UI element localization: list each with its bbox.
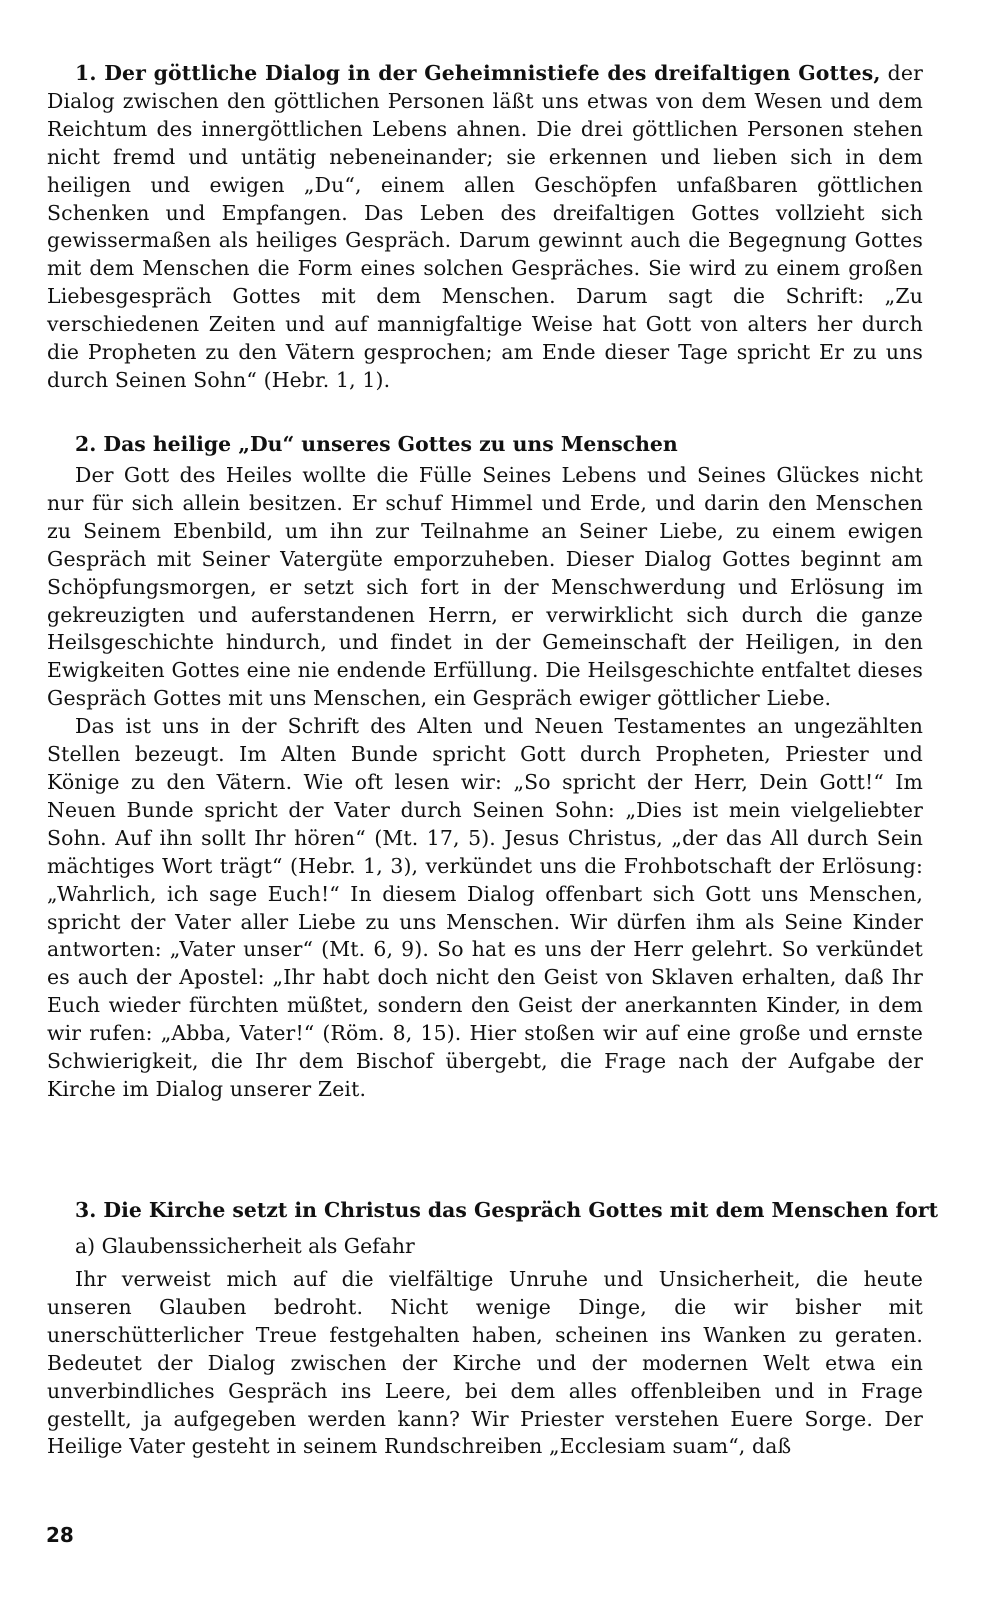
section-2-heading: 2. Das heilige „Du“ unseres Gottes zu uns Menschen bbox=[75, 432, 678, 456]
section-3-subheading: a) Glaubenssicherheit als Gefahr bbox=[75, 1234, 415, 1258]
section-1 bbox=[47, 60, 923, 395]
section-2-paragraph-2: Das ist uns in der Schrift des Alten und Neuen Testamentes an ungezählten Stellen bezeugt. Im Alten Bunde spricht Gott durch Propheten, Priester und Könige zu den Vätern. Wie oft lesen wir: „So spricht der Herr, Dein Gott!“ Im Neuen Bunde spricht der Vater durch Seinen Sohn: „Dies ist mein vielgeliebter Sohn. Auf ihn sollt Ihr hören“ (Mt. 17, 5). Jesus Christus, „der das All durch Sein mächtiges Wort trägt“ (Hebr. 1, 3), verkündet uns die Frohbotschaft der Erlösung: „Wahrlich, ich sage Euch!“ In diesem Dialog offenbart sich Gott uns Menschen, spricht der Vater aller Liebe zu uns Menschen. Wir dürfen ihm als Seine Kinder antworten: „Vater unser“ (Mt. 6, 9). So hat es uns der Herr gelehrt. So verkündet es auch der Apostel: „Ihr habt doch nicht den Geist von Sklaven erhalten, daß Ihr Euch wieder fürchten müßtet, sondern den Geist der anerkannten Kinder, in dem wir rufen: „Abba, Vater!“ (Röm. 8, 15). Hier stoßen wir auf eine große und ernste Schwierigkeit, die Ihr dem Bischof übergebt, die Frage nach der Aufgabe der Kirche im Dialog unserer Zeit. bbox=[47, 714, 923, 1101]
page-number: 28 bbox=[46, 1523, 74, 1547]
section-2-paragraph-1: Der Gott des Heiles wollte die Fülle Seines Lebens und Seines Glückes nicht nur für sich allein besitzen. Er schuf Himmel und Erde, und darin den Menschen zu Seinem Ebenbild, um ihn zur Teilnahme an Seiner Liebe, zu einem ewigen Gespräch mit Seiner Vatergüte emporzuheben. Dieser Dialog Gottes beginnt am Schöpfungsmorgen, er setzt sich fort in der Menschwerdung und Erlösung im gekreuzigten und auferstandenen Herrn, er verwirklicht sich durch die ganze Heilsgeschichte hindurch, und findet in der Gemeinschaft der Heiligen, in den Ewigkeiten Gottes eine nie endende Erfüllung. Die Heilsgeschichte entfaltet dieses Gespräch Gottes mit uns Menschen, ein Gespräch ewiger göttlicher Liebe. bbox=[47, 463, 923, 711]
section-1-paragraph bbox=[47, 60, 923, 395]
section-1-lead: 1. Der göttliche Dialog in der Geheimnistiefe des dreifaltigen Gottes, bbox=[75, 61, 881, 85]
section-3-paragraph: Ihr verweist mich auf die vielfältige Unruhe und Unsicherheit, die heute unseren Glauben bedroht. Nicht wenige Dinge, die wir bisher mit unerschütterlicher Treue festgehalten haben, scheinen ins Wanken zu geraten. Bedeutet der Dialog zwischen der Kirche und der modernen Welt etwa ein unverbindliches Gespräch ins Leere, bei dem alles offenbleiben und in Frage gestellt, ja aufgegeben werden kann? Wir Priester verstehen Euere Sorge. Der Heilige Vater gesteht in seinem Rundschreiben „Ecclesiam suam“, daß bbox=[47, 1267, 923, 1459]
section-3-heading: 3. Die Kirche setzt in Christus das Gespräch Gottes mit dem Menschen fort bbox=[75, 1198, 939, 1222]
section-3 bbox=[47, 1196, 939, 1461]
section-1-body: der Dialog zwischen den göttlichen Personen läßt uns etwas von dem Wesen und dem Reichtum des innergöttlichen Lebens ahnen. Die drei göttlichen Personen stehen nicht fremd und untätig nebeneinander; sie erkennen und lieben sich in dem heiligen und ewigen „Du“, einem allen Geschöpfen unfaßbaren göttlichen Schenken und Empfangen. Das Leben des dreifaltigen Gottes vollzieht sich gewissermaßen als heiliges Gespräch. Darum gewinnt auch die Begegnung Gottes mit dem Menschen die Form eines solchen Gespräches. Sie wird zu einem großen Liebesgespräch Gottes mit dem Menschen. Darum sagt die Schrift: „Zu verschiedenen Zeiten und auf mannigfaltige Weise hat Gott von alters her durch die Propheten zu den Vätern gesprochen; am Ende dieser Tage spricht Er zu uns durch Seinen Sohn“ (Hebr. 1, 1). bbox=[47, 61, 923, 392]
section-2 bbox=[47, 430, 923, 1104]
